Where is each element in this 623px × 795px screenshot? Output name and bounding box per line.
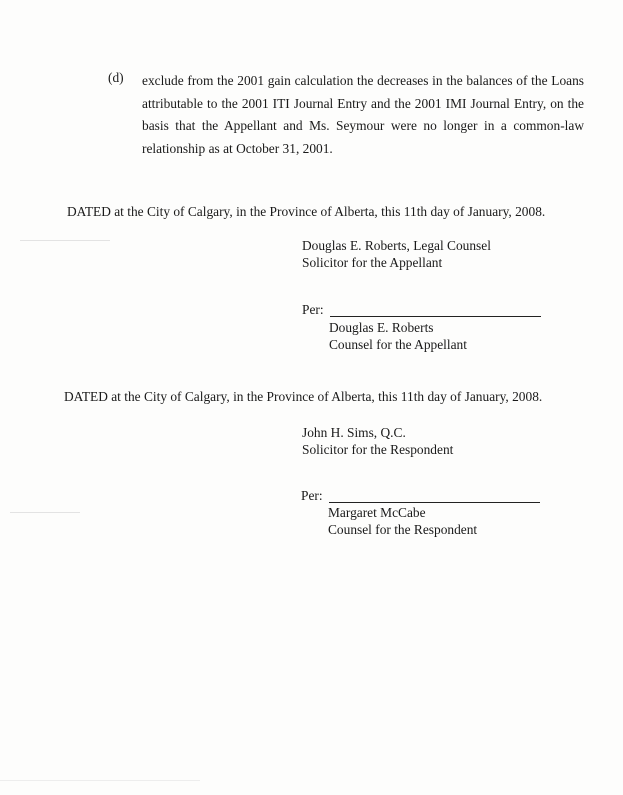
respondent-per-label: Per: — [301, 488, 323, 503]
appellant-counsel-block — [302, 237, 491, 271]
respondent-counsel-block — [302, 424, 453, 458]
clause-label: (d) — [108, 70, 124, 85]
respondent-signer-block — [328, 504, 477, 538]
respondent-signer-role: Counsel for the Respondent — [328, 522, 478, 537]
appellant-counsel-role: Solicitor for the Appellant — [302, 255, 443, 270]
respondent-counsel-name: John H. Sims, Q.C. — [302, 425, 406, 440]
scan-artifact — [20, 240, 110, 241]
appellant-counsel-name: Douglas E. Roberts, Legal Counsel — [302, 238, 491, 253]
clause-line: relationship as at October 31, 2001. — [142, 140, 333, 156]
clause-line: basis that the Appellant and Ms. Seymour were no longer in a common-law — [142, 118, 584, 133]
scan-artifact — [10, 512, 80, 513]
appellant-signer-name: Douglas E. Roberts — [329, 320, 434, 335]
respondent-dated-line: DATED at the City of Calgary, in the Province of Alberta, this 11th day of January, 2008. — [64, 389, 543, 404]
appellant-per-label: Per: — [302, 302, 324, 317]
respondent-signer-name: Margaret McCabe — [328, 505, 426, 520]
appellant-dated-line: DATED at the City of Calgary, in the Province of Alberta, this 11th day of January, 2008. — [67, 204, 546, 219]
respondent-signature-line — [329, 502, 540, 503]
respondent-counsel-role: Solicitor for the Respondent — [302, 442, 454, 457]
clause-line: exclude from the 2001 gain calculation the decreases in the balances of the Loans — [142, 73, 584, 88]
clause-line: attributable to the 2001 ITI Journal Entry and the 2001 IMI Journal Entry, on the — [142, 95, 584, 111]
appellant-signature-line — [330, 316, 541, 317]
appellant-signer-block — [329, 319, 467, 353]
clause-text — [142, 70, 584, 160]
appellant-signer-role: Counsel for the Appellant — [329, 337, 467, 352]
scan-artifact — [0, 780, 200, 781]
